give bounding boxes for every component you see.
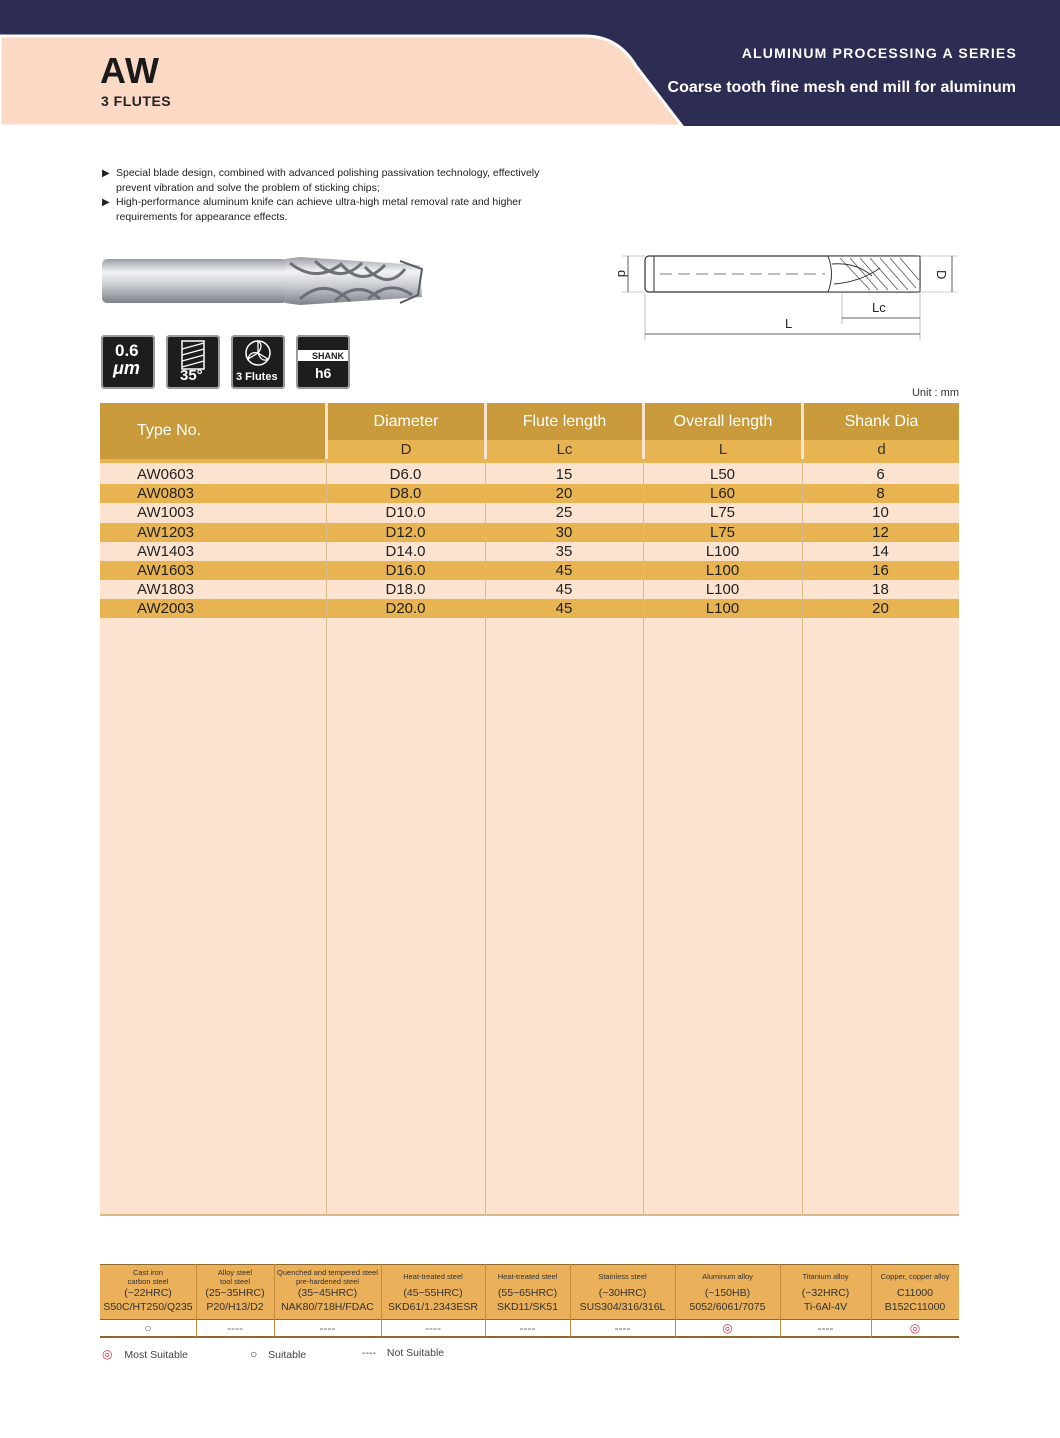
cell-shank-dia: 14 (872, 542, 889, 560)
series-title: ALUMINUM PROCESSING A SERIES (741, 45, 1017, 61)
cell-overall-length: L100 (705, 542, 740, 560)
label-overall-length: L (785, 316, 793, 331)
cell-shank-dia: 10 (872, 504, 889, 522)
table-row (100, 484, 959, 503)
material-hardness: (~22HRC) (124, 1287, 172, 1299)
material-grades: SKD61/1.2343ESR (388, 1301, 478, 1313)
header-overall-length: Overall length (645, 403, 801, 440)
material-name: Alloy steel tool steel (217, 1268, 253, 1286)
table-row (100, 503, 959, 522)
bullet-arrow-icon: ▶ (102, 197, 110, 208)
cell-overall-length: L50 (709, 466, 736, 483)
material-grades: Ti-6Al-4V (803, 1301, 848, 1313)
suitability-mark: ---- (227, 1321, 243, 1335)
cell-diameter: D12.0 (385, 523, 426, 541)
material-hardness: (~32HRC) (801, 1287, 850, 1299)
cell-shank-dia: 6 (876, 466, 885, 483)
material-column (675, 1264, 780, 1319)
cell-overall-length: L100 (705, 600, 740, 618)
table-row (100, 599, 959, 618)
cell-type-no: AW1403 (137, 542, 194, 560)
cell-overall-length: L100 (705, 581, 740, 599)
unit-label: Unit : mm (911, 387, 959, 399)
header-type-no: Type No. (100, 403, 325, 459)
material-grades: NAK80/718H/FDAC (281, 1301, 374, 1313)
material-hardness: (55~65HRC) (497, 1287, 558, 1299)
cell-flute-length: 15 (555, 466, 573, 483)
legend-suitable: ○ Suitable (250, 1347, 307, 1361)
table-row (100, 580, 959, 599)
material-name: Cast iron carbon steel (127, 1268, 169, 1286)
flutes-subtitle: 3 FLUTES (101, 93, 172, 109)
cell-diameter: D8.0 (389, 485, 422, 503)
subheader-lc: Lc (487, 440, 642, 459)
cell-shank-dia: 12 (872, 523, 889, 541)
material-grades: P20/H13/D2 (206, 1301, 264, 1313)
material-column (570, 1264, 675, 1319)
cell-shank-dia: 20 (872, 600, 889, 618)
label-diameter: D (934, 270, 949, 280)
material-name: Heat-treated steel (403, 1272, 463, 1282)
table-row (100, 465, 959, 484)
cell-flute-length: 25 (555, 504, 573, 522)
cell-diameter: D6.0 (389, 466, 422, 483)
material-column (871, 1264, 959, 1319)
material-suitability-table (100, 1264, 959, 1338)
material-grades: SUS304/316/316L (579, 1301, 666, 1313)
cell-overall-length: L100 (705, 562, 740, 579)
material-name: Titanium alloy (802, 1272, 849, 1282)
subheader-d-diameter: D (328, 440, 484, 459)
cell-shank-dia: 16 (872, 562, 889, 579)
material-column (100, 1264, 196, 1319)
header-shank-dia: Shank Dia (804, 403, 959, 440)
cell-type-no: AW1603 (137, 562, 194, 579)
material-hardness: (~150HB) (704, 1287, 751, 1299)
cell-flute-length: 45 (555, 600, 573, 618)
dimension-drawing (610, 248, 970, 344)
cell-flute-length: 20 (555, 485, 573, 503)
legend-most-suitable: ◎ Most Suitable (102, 1347, 189, 1361)
cell-diameter: D20.0 (385, 600, 426, 618)
material-column (274, 1264, 381, 1319)
cell-flute-length: 45 (555, 562, 573, 579)
material-column (196, 1264, 274, 1319)
cell-type-no: AW0803 (137, 485, 194, 503)
suitability-mark: ◎ (722, 1321, 733, 1335)
label-flute-length: Lc (872, 300, 886, 315)
suitability-mark: ○ (144, 1321, 152, 1335)
product-code: AW (100, 50, 160, 91)
bullet-arrow-icon: ▶ (102, 168, 110, 179)
suitability-mark: ---- (319, 1321, 336, 1335)
suitable-icon: ○ (250, 1347, 258, 1361)
not-suitable-icon: ---- (362, 1347, 376, 1359)
end-mill-photo (100, 255, 425, 307)
cell-type-no: AW0603 (137, 466, 194, 483)
material-name: Aluminum alloy (702, 1272, 753, 1282)
suitability-mark: ---- (425, 1321, 441, 1335)
suitability-mark: ---- (817, 1321, 834, 1335)
suitability-mark: ---- (614, 1321, 631, 1335)
cell-diameter: D14.0 (385, 542, 426, 560)
feature-item: ▶ High-performance aluminum knife can achieve ultra-high metal removal rate and higher requirements for appearance effects. (102, 196, 522, 223)
cell-overall-length: L75 (709, 523, 736, 541)
material-grades: SKD11/SK51 (496, 1301, 559, 1313)
table-row (100, 542, 959, 561)
material-grades: S50C/HT250/Q235 (103, 1301, 193, 1313)
three-flute-icon (244, 339, 272, 367)
material-name: Quenched and tempered steel pre-hardened steel (277, 1268, 378, 1286)
material-name: Heat-treated steel (497, 1272, 558, 1282)
spec-table (100, 403, 959, 1216)
material-hardness: C11000 (896, 1287, 933, 1299)
shank-tolerance-badge: SHANK h6 (296, 335, 350, 389)
product-description: Coarse tooth fine mesh end mill for aluminum (667, 79, 1016, 96)
suitability-mark: ◎ (909, 1321, 921, 1335)
material-hardness: (~30HRC) (598, 1287, 647, 1299)
subheader-l: L (645, 440, 801, 459)
legend-not-suitable: ---- Not Suitable (362, 1347, 445, 1359)
material-hardness: (35~45HRC) (297, 1287, 358, 1299)
header-diameter: Diameter (328, 403, 484, 440)
table-row (100, 523, 959, 542)
cell-diameter: D18.0 (385, 581, 426, 599)
cell-type-no: AW1203 (137, 523, 194, 541)
cell-type-no: AW2003 (137, 600, 194, 618)
cell-shank-dia: 18 (872, 581, 889, 599)
cell-overall-length: L75 (709, 504, 736, 522)
table-row (100, 561, 959, 580)
cell-overall-length: L60 (709, 485, 736, 503)
subheader-d-shank: d (804, 440, 959, 459)
flutes-badge: 3 Flutes (231, 335, 285, 389)
cell-shank-dia: 8 (876, 485, 885, 503)
helix-angle-badge: 35° (166, 335, 220, 389)
most-suitable-icon: ◎ (102, 1347, 113, 1361)
material-name: Stainless steel (598, 1272, 647, 1282)
header-flute-length: Flute length (487, 403, 642, 440)
material-column (381, 1264, 485, 1319)
material-grades: 5052/6061/7075 (689, 1301, 766, 1313)
suitability-mark: ---- (519, 1321, 536, 1335)
cell-type-no: AW1003 (137, 504, 194, 522)
cell-diameter: D16.0 (385, 562, 426, 579)
feature-list (102, 166, 562, 224)
cell-diameter: D10.0 (385, 504, 426, 522)
material-name: Copper, copper alloy (880, 1272, 950, 1282)
material-column (485, 1264, 570, 1319)
cell-type-no: AW1803 (137, 581, 194, 599)
material-grades: B152C11000 (884, 1301, 946, 1313)
material-column (780, 1264, 871, 1319)
cell-flute-length: 30 (555, 523, 573, 541)
label-shank-dia: d (615, 270, 630, 278)
material-hardness: (25~35HRC) (205, 1287, 265, 1299)
material-hardness: (45~55HRC) (403, 1287, 463, 1299)
roughness-badge: 0.6 μm (101, 335, 155, 389)
cell-flute-length: 35 (555, 542, 573, 560)
cell-flute-length: 45 (555, 581, 573, 599)
feature-item: ▶ Special blade design, combined with advanced polishing passivation technology, effectively prevent vibration and solve the problem of sticking chips; (102, 167, 540, 194)
